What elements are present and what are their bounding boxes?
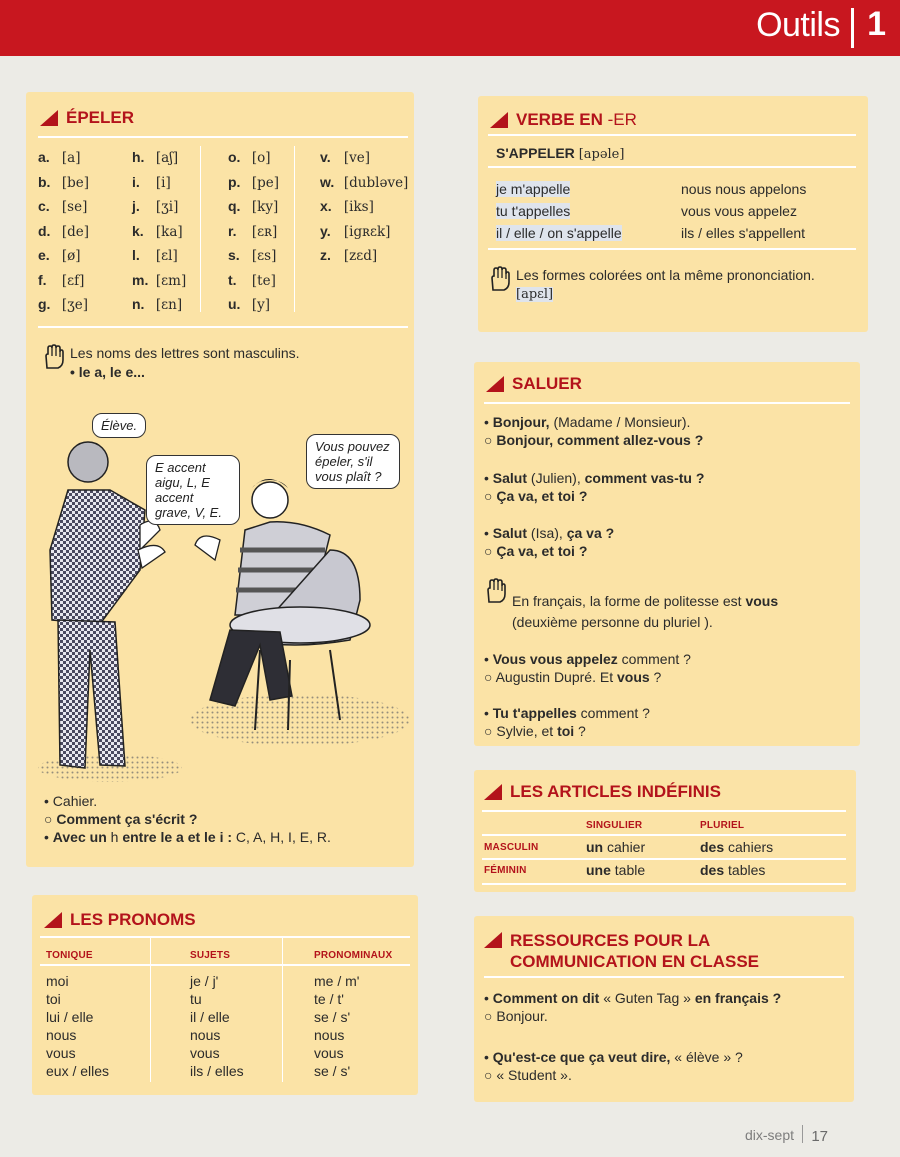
article-des-noun-2: tables <box>724 862 766 878</box>
articles-fem-singular <box>586 861 645 879</box>
verbe-note-text: Les formes colorées ont la même prononciation. <box>516 267 815 283</box>
alphabet-column <box>38 146 89 318</box>
letter-phonetic: [ɛl] <box>155 248 178 264</box>
ressources-block-1: • Comment on dit « Guten Tag » en français ? ○ Bonjour. <box>484 990 782 1024</box>
letter: u. <box>228 296 241 312</box>
saluer-line-5b: Salut <box>492 525 528 541</box>
pronoun-pronominal: vous <box>314 1045 344 1061</box>
ressources-q2b: Qu'est-ce que ça veut dire, <box>492 1049 671 1065</box>
speech-bubble-eleve: Élève. <box>92 413 146 438</box>
article-des: des <box>700 839 725 855</box>
letter-phonetic: [dublǝve] <box>343 174 409 191</box>
pronoms-rule <box>40 936 410 938</box>
triangle-icon <box>44 912 62 928</box>
articles-masc-plural <box>700 838 773 856</box>
pronoun-tonique: toi <box>46 991 61 1007</box>
alphabet-divider <box>294 146 295 312</box>
letter: m. <box>132 271 149 288</box>
saluer-block-5: • Tu t'appelles comment ? ○ Sylvie, et toi ? <box>484 705 650 739</box>
triangle-icon <box>40 110 58 126</box>
saluer-title: SALUER <box>512 374 582 393</box>
saluer-line-1n: (Madame / Monsieur). <box>549 414 691 430</box>
letter-phonetic: [de] <box>61 223 90 240</box>
alphabet-letter <box>38 293 89 318</box>
infinitive-label: S'APPELER <box>496 145 575 161</box>
letter: z. <box>320 247 331 263</box>
epeler-rule-top <box>38 136 408 138</box>
alphabet-letter <box>228 220 279 245</box>
page-number: 17 <box>811 1128 828 1145</box>
conjugation-form: nous nous appelons <box>681 181 807 197</box>
letter-phonetic: [ɛm] <box>155 272 187 289</box>
letter: n. <box>132 296 145 312</box>
conjugation-left <box>496 178 622 244</box>
letter-phonetic: [te] <box>251 272 276 289</box>
banner-divider <box>851 8 854 48</box>
articles-masc-singular <box>586 838 645 856</box>
saluer-block-1: • Bonjour, (Madame / Monsieur). ○ Bonjour, comment allez-vous ? <box>484 414 704 448</box>
conjugation-form: je m'appelle <box>496 181 571 197</box>
dialog-text-3c: entre le a et le i : <box>118 829 233 845</box>
letter-phonetic: [be] <box>61 174 90 191</box>
letter-phonetic: [igʀɛk] <box>343 223 391 240</box>
alphabet-letter <box>38 195 89 220</box>
triangle-icon <box>484 784 502 800</box>
pronoun-pronominal: te / t' <box>314 991 344 1007</box>
note-line-2: • le a, le e... <box>70 364 145 380</box>
letter: y. <box>320 222 331 239</box>
alphabet-letter <box>228 269 279 294</box>
saluer-line-1b: Bonjour, <box>492 414 550 430</box>
ressources-heading <box>484 930 759 972</box>
triangle-icon <box>484 932 502 948</box>
dialog-line-2: ○ Comment ça s'écrit ? <box>44 811 198 827</box>
saluer-line-5n: (Isa), <box>527 525 563 541</box>
letter: x. <box>320 198 332 214</box>
ressources-q1b: Comment on dit <box>492 990 600 1006</box>
epeler-note <box>42 344 402 382</box>
pronoms-heading <box>44 910 196 930</box>
letter-phonetic: [ʒi] <box>155 199 179 215</box>
saluer-note-c: (deuxième personne du pluriel ). <box>512 614 713 630</box>
hand-icon <box>488 266 508 290</box>
pronoun-pronominal: nous <box>314 1027 345 1043</box>
chapter-title: Outils <box>756 6 840 44</box>
alphabet-letter <box>132 171 186 196</box>
verbe-rule-2 <box>488 166 856 168</box>
ressources-a1: Bonjour. <box>496 1008 548 1024</box>
alphabet-letter <box>320 220 408 245</box>
pronoun-tonique: nous <box>46 1027 77 1043</box>
chapter-number: 1 <box>867 5 886 43</box>
verbe-title: VERBE EN <box>516 110 603 129</box>
letter: a. <box>38 149 50 165</box>
ressources-title-2: COMMUNICATION EN CLASSE <box>510 952 760 971</box>
saluer-line-8e: ? <box>649 669 662 685</box>
articles-col-singulier: SINGULIER <box>586 820 643 831</box>
alphabet-letter <box>132 293 186 318</box>
letter: t. <box>228 271 237 288</box>
articles-rule <box>482 810 846 812</box>
pronoun-sujet: il / elle <box>190 1009 230 1025</box>
letter: p. <box>228 173 241 190</box>
saluer-note <box>484 578 854 632</box>
ressources-a2: « Student ». <box>496 1067 572 1083</box>
header-pronominaux: PRONOMINAUX <box>314 950 393 961</box>
saluer-line-8b: vous <box>616 669 650 685</box>
letter-phonetic: [ɛn] <box>155 297 183 313</box>
conjugation-form: tu t'appelles <box>496 203 571 219</box>
epeler-heading <box>40 108 134 128</box>
alphabet-letter <box>228 244 279 269</box>
articles-heading <box>484 782 721 802</box>
pronoms-header-rule <box>40 964 410 966</box>
pronoms-pronominaux-col <box>314 972 359 1080</box>
letter: v. <box>320 149 331 165</box>
saluer-line-4: Ça va, et toi ? <box>496 488 588 504</box>
articles-fem-plural <box>700 861 765 879</box>
infinitive-phonetic: [apəle] <box>578 147 625 162</box>
epeler-rule-mid <box>38 326 408 328</box>
verbe-heading <box>490 110 637 130</box>
saluer-line-10b: toi <box>557 723 575 739</box>
letter: q. <box>228 198 241 214</box>
alphabet-letter <box>38 146 89 171</box>
saluer-line-7b: Vous vous appelez <box>492 651 618 667</box>
header-sujets: SUJETS <box>190 950 231 961</box>
pronoun-tonique: lui / elle <box>46 1009 94 1025</box>
articles-header-rule <box>482 834 846 836</box>
letter: i. <box>132 173 140 190</box>
alphabet-column <box>228 146 279 318</box>
saluer-line-7n: comment ? <box>617 651 691 667</box>
article-des-noun: cahiers <box>724 839 774 855</box>
letter: d. <box>38 222 51 239</box>
alphabet-letter <box>38 220 89 245</box>
saluer-heading <box>486 374 582 394</box>
alphabet-letter <box>132 269 186 294</box>
alphabet-letter <box>132 146 186 171</box>
saluer-line-3n: (Julien), <box>527 470 581 486</box>
letter-phonetic: [ɛʀ] <box>251 223 278 240</box>
articles-bottom-rule <box>482 883 846 885</box>
alphabet-letter <box>228 195 279 220</box>
ressources-rule <box>484 976 844 978</box>
ressources-title-1: RESSOURCES POUR LA <box>510 931 711 950</box>
saluer-line-8n: Augustin Dupré. Et <box>495 669 617 685</box>
conjugation-form: vous vous appelez <box>681 203 797 219</box>
alphabet-letter <box>228 171 279 196</box>
verbe-infinitive <box>496 144 624 164</box>
alphabet-letter <box>38 269 89 294</box>
alphabet-letter <box>132 220 186 245</box>
letter: j. <box>132 198 140 214</box>
letter-phonetic: [ø] <box>61 248 81 264</box>
article-une: une <box>586 862 611 878</box>
saluer-rule <box>484 402 850 404</box>
articles-row-masculin: MASCULIN <box>484 842 539 853</box>
saluer-note-a: En français, la forme de politesse est <box>512 593 746 609</box>
note-line-1: Les noms des lettres sont masculins. <box>70 345 300 361</box>
alphabet-letter <box>132 195 186 220</box>
letter: e. <box>38 247 50 263</box>
verbe-note <box>488 266 858 304</box>
hand-icon <box>484 578 504 602</box>
saluer-line-2: Bonjour, comment allez-vous ? <box>496 432 704 448</box>
ressources-q2n: « élève » ? <box>670 1049 743 1065</box>
letter-phonetic: [ve] <box>343 150 371 166</box>
pronoms-title: LES PRONOMS <box>70 910 196 929</box>
letter-phonetic: [a] <box>61 150 81 166</box>
dialog-text-2: Comment ça s'écrit ? <box>56 811 198 827</box>
pronoms-tonique-col <box>46 972 109 1080</box>
letter: h. <box>132 149 145 165</box>
article-une-noun: table <box>610 862 646 878</box>
alphabet-letter <box>38 171 89 196</box>
saluer-block-4: • Vous vous appelez comment ? ○ Augustin Dupré. Et vous ? <box>484 651 691 685</box>
page-word: dix-sept <box>744 1127 794 1143</box>
pronoun-tonique: vous <box>46 1045 76 1061</box>
speech-bubble-question: Vous pouvez épeler, s'il vous plaît ? <box>306 434 400 489</box>
letter: g. <box>38 296 51 312</box>
pronoun-sujet: nous <box>190 1027 221 1043</box>
letter-phonetic: [zɛd] <box>343 248 378 264</box>
letter-phonetic: [ɛs] <box>251 248 277 264</box>
alphabet-letter <box>132 244 186 269</box>
alphabet-letter <box>320 146 408 171</box>
letter: s. <box>228 247 240 263</box>
header-tonique: TONIQUE <box>46 950 93 961</box>
letter-phonetic: [ka] <box>155 223 183 240</box>
ressources-block-2: • Qu'est-ce que ça veut dire, « élève » ? ○ « Student ». <box>484 1049 743 1083</box>
saluer-block-2: • Salut (Julien), comment vas-tu ? ○ Ça va, et toi ? <box>484 470 705 504</box>
alphabet-letter <box>320 195 408 220</box>
article-un: un <box>586 839 604 855</box>
alphabet-letter <box>228 293 279 318</box>
pronoun-tonique: moi <box>46 973 69 989</box>
saluer-line-9n: comment ? <box>576 705 650 721</box>
pronoun-sujet: vous <box>190 1045 220 1061</box>
page-separator <box>802 1125 803 1143</box>
letter: l. <box>132 247 140 263</box>
letter: r. <box>228 222 237 239</box>
letter-phonetic: [se] <box>61 199 88 215</box>
saluer-line-3b2: comment vas-tu ? <box>580 470 705 486</box>
dialog-line-1: • Cahier. <box>44 793 98 809</box>
triangle-icon <box>490 112 508 128</box>
dialog-text-3d: C, A, H, I, E, R. <box>232 829 331 845</box>
dialog-text-1: Cahier. <box>52 793 98 809</box>
letter-phonetic: [y] <box>251 297 271 313</box>
conjugation-form: ils / elles s'appellent <box>681 225 806 241</box>
article-des-2: des <box>700 862 725 878</box>
alphabet-column <box>320 146 408 269</box>
pronoun-pronominal: me / m' <box>314 973 360 989</box>
epeler-dialog <box>44 792 404 846</box>
articles-row-feminin: FÉMININ <box>484 865 527 876</box>
letter-phonetic: [i] <box>155 174 171 191</box>
pronoms-sujets-col <box>190 972 244 1080</box>
alphabet-letter <box>228 146 279 171</box>
articles-title: LES ARTICLES INDÉFINIS <box>510 782 721 801</box>
saluer-line-10e: ? <box>574 723 586 739</box>
letter-phonetic: [o] <box>251 150 271 166</box>
letter-phonetic: [iks] <box>343 199 374 215</box>
conjugation-form: il / elle / on s'appelle <box>496 225 622 241</box>
speech-bubble-spelling: E accent aigu, L, E accent grave, V, E. <box>146 455 240 525</box>
letter: o. <box>228 149 241 165</box>
saluer-line-3b: Salut <box>492 470 528 486</box>
alphabet-letter <box>38 244 89 269</box>
verbe-title-suffix: -ER <box>602 110 637 129</box>
letter: w. <box>320 173 335 190</box>
dialog-line-3: • Avec un h entre le a et le i : C, A, H, I, E, R. <box>44 829 331 845</box>
conjugation-right <box>681 178 806 244</box>
verbe-rule <box>488 134 856 136</box>
letter: b. <box>38 173 51 190</box>
letter-phonetic: [aʃ] <box>155 150 179 166</box>
pronoun-pronominal: se / s' <box>314 1009 351 1025</box>
saluer-line-6: Ça va, et toi ? <box>496 543 588 559</box>
dialog-text-3a: Avec un <box>52 829 111 845</box>
saluer-line-5b2: ça va ? <box>562 525 615 541</box>
saluer-line-10n: Sylvie, et <box>496 723 558 739</box>
pronoun-sujet: je / j' <box>190 973 219 989</box>
saluer-block-3: • Salut (Isa), ça va ? ○ Ça va, et toi ? <box>484 525 615 559</box>
alphabet-divider <box>200 146 201 312</box>
articles-col-pluriel: PLURIEL <box>700 820 745 831</box>
letter: c. <box>38 198 50 214</box>
saluer-note-b: vous <box>745 593 779 609</box>
alphabet-column <box>132 146 186 318</box>
pronoun-tonique: eux / elles <box>46 1063 110 1079</box>
pronoms-divider <box>150 938 151 1082</box>
pronoun-pronominal: se / s' <box>314 1063 351 1079</box>
alphabet-letter <box>320 171 408 196</box>
letter-phonetic: [ɛf] <box>61 272 85 289</box>
pronoms-divider <box>282 938 283 1082</box>
letter-phonetic: [pe] <box>251 174 280 191</box>
triangle-icon <box>486 376 504 392</box>
alphabet-letter <box>320 244 408 269</box>
letter: k. <box>132 222 144 239</box>
articles-row-rule <box>482 858 846 860</box>
pronoun-sujet: ils / elles <box>190 1063 244 1079</box>
pronoun-sujet: tu <box>190 991 202 1007</box>
letter-phonetic: [ky] <box>251 199 279 215</box>
dialog-text-3b: h <box>110 829 119 845</box>
letter-phonetic: [ʒe] <box>61 297 89 313</box>
hand-icon <box>42 344 62 368</box>
ressources-q1b2: en français ? <box>694 990 782 1006</box>
article-un-noun: cahier <box>603 839 646 855</box>
saluer-line-9b: Tu t'appelles <box>492 705 577 721</box>
letter: f. <box>38 271 47 288</box>
verbe-rule-3 <box>488 248 856 250</box>
epeler-title: ÉPELER <box>66 108 135 127</box>
verbe-note-phonetic: [apɛl] <box>516 287 554 302</box>
ressources-q1n: « Guten Tag » <box>599 990 695 1006</box>
